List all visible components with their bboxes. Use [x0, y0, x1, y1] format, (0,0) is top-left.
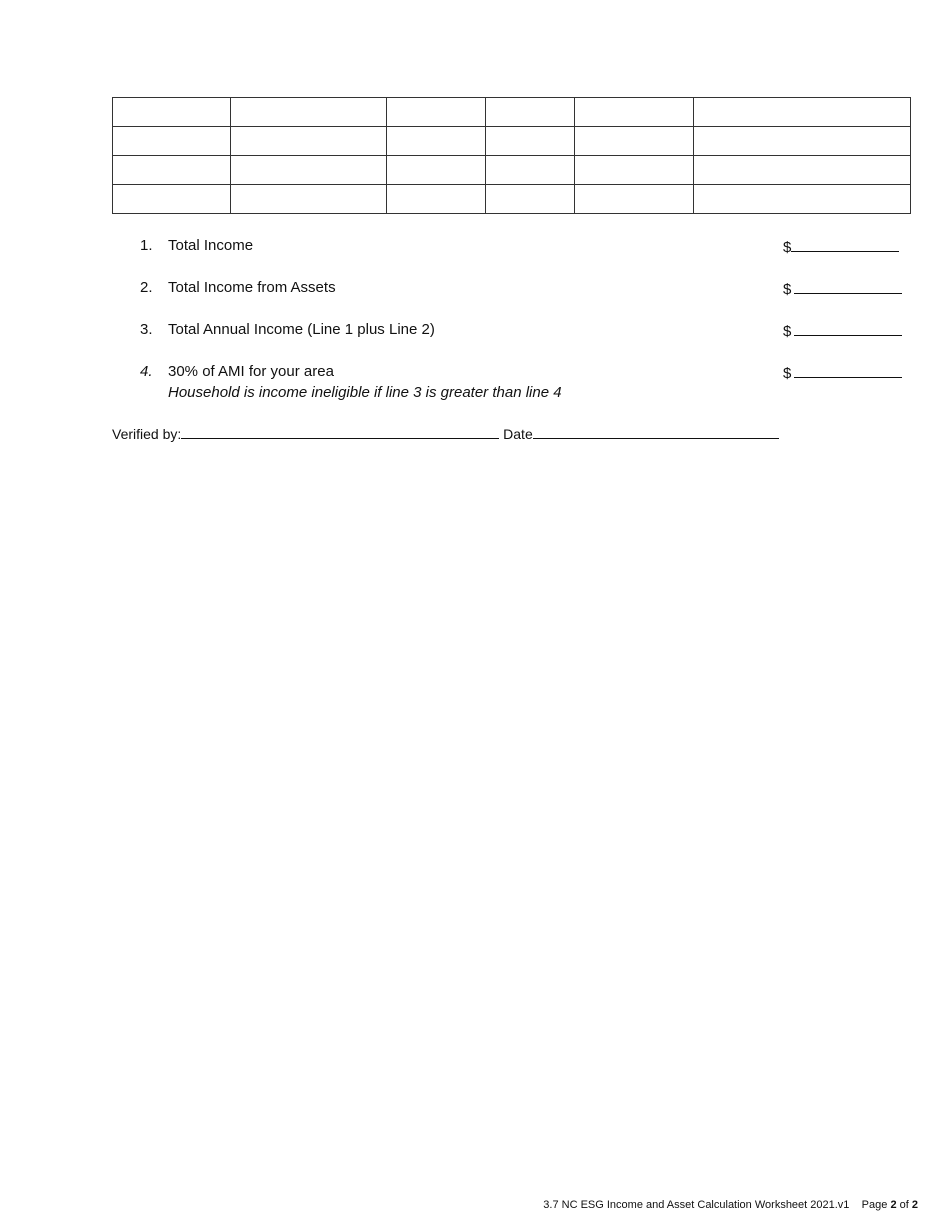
line-label: Total Income from Assets	[168, 279, 336, 296]
verified-by-label: Verified by:	[112, 426, 182, 442]
table-cell[interactable]	[231, 185, 387, 214]
table-row	[113, 98, 911, 127]
table-cell[interactable]	[387, 156, 486, 185]
summary-line-total-income	[140, 237, 910, 261]
verification-row	[112, 424, 779, 442]
summary-line-annual-income	[140, 321, 910, 345]
amount-field	[783, 363, 902, 382]
table-cell[interactable]	[486, 185, 575, 214]
table-cell[interactable]	[231, 156, 387, 185]
footer-doc-title: 3.7 NC ESG Income and Asset Calculation Worksheet 2021.v1	[543, 1199, 850, 1211]
table-cell[interactable]	[694, 185, 911, 214]
dollar-sign: $	[783, 365, 792, 382]
asset-table	[112, 97, 911, 214]
table-cell[interactable]	[575, 156, 694, 185]
amount-field	[783, 237, 899, 256]
table-cell[interactable]	[231, 127, 387, 156]
line-number: 2.	[140, 279, 153, 296]
table-row	[113, 156, 911, 185]
table-cell[interactable]	[575, 127, 694, 156]
table-row	[113, 127, 911, 156]
date-label: Date	[503, 426, 533, 442]
amount-input-line[interactable]	[791, 237, 899, 252]
summary-line-ami	[140, 363, 910, 407]
line-label: Total Annual Income (Line 1 plus Line 2)	[168, 321, 435, 338]
table-cell[interactable]	[113, 98, 231, 127]
dollar-sign: $	[783, 281, 792, 298]
amount-input-line[interactable]	[794, 321, 902, 336]
table-cell[interactable]	[231, 98, 387, 127]
table-cell[interactable]	[113, 127, 231, 156]
table-cell[interactable]	[387, 98, 486, 127]
amount-field	[783, 321, 902, 340]
footer-page-current: 2	[890, 1199, 897, 1211]
amount-input-line[interactable]	[794, 279, 902, 294]
table-cell[interactable]	[575, 98, 694, 127]
footer-page-total: 2	[911, 1199, 918, 1211]
page-footer	[543, 1199, 918, 1211]
table-cell[interactable]	[113, 156, 231, 185]
line-number: 1.	[140, 237, 153, 254]
table-cell[interactable]	[694, 127, 911, 156]
table-cell[interactable]	[694, 156, 911, 185]
dollar-sign: $	[783, 323, 792, 340]
summary-line-asset-income	[140, 279, 910, 303]
table-cell[interactable]	[486, 98, 575, 127]
eligibility-note: Household is income ineligible if line 3 is greater than line 4	[168, 384, 562, 401]
table-cell[interactable]	[694, 98, 911, 127]
table-cell[interactable]	[575, 185, 694, 214]
table-cell[interactable]	[486, 127, 575, 156]
footer-page-of: of	[899, 1199, 909, 1211]
dollar-sign: $	[783, 239, 792, 256]
amount-field	[783, 279, 902, 298]
table-cell[interactable]	[387, 127, 486, 156]
table-row	[113, 185, 911, 214]
footer-page-label: Page	[861, 1199, 888, 1211]
date-signature-line[interactable]	[533, 424, 779, 439]
verified-by-signature-line[interactable]	[181, 424, 499, 439]
line-label: Total Income	[168, 237, 254, 254]
line-number: 3.	[140, 321, 153, 338]
amount-input-line[interactable]	[794, 363, 902, 378]
line-number: 4.	[140, 363, 153, 380]
table-cell[interactable]	[486, 156, 575, 185]
line-label: 30% of AMI for your area	[168, 363, 334, 380]
table-cell[interactable]	[113, 185, 231, 214]
table-cell[interactable]	[387, 185, 486, 214]
